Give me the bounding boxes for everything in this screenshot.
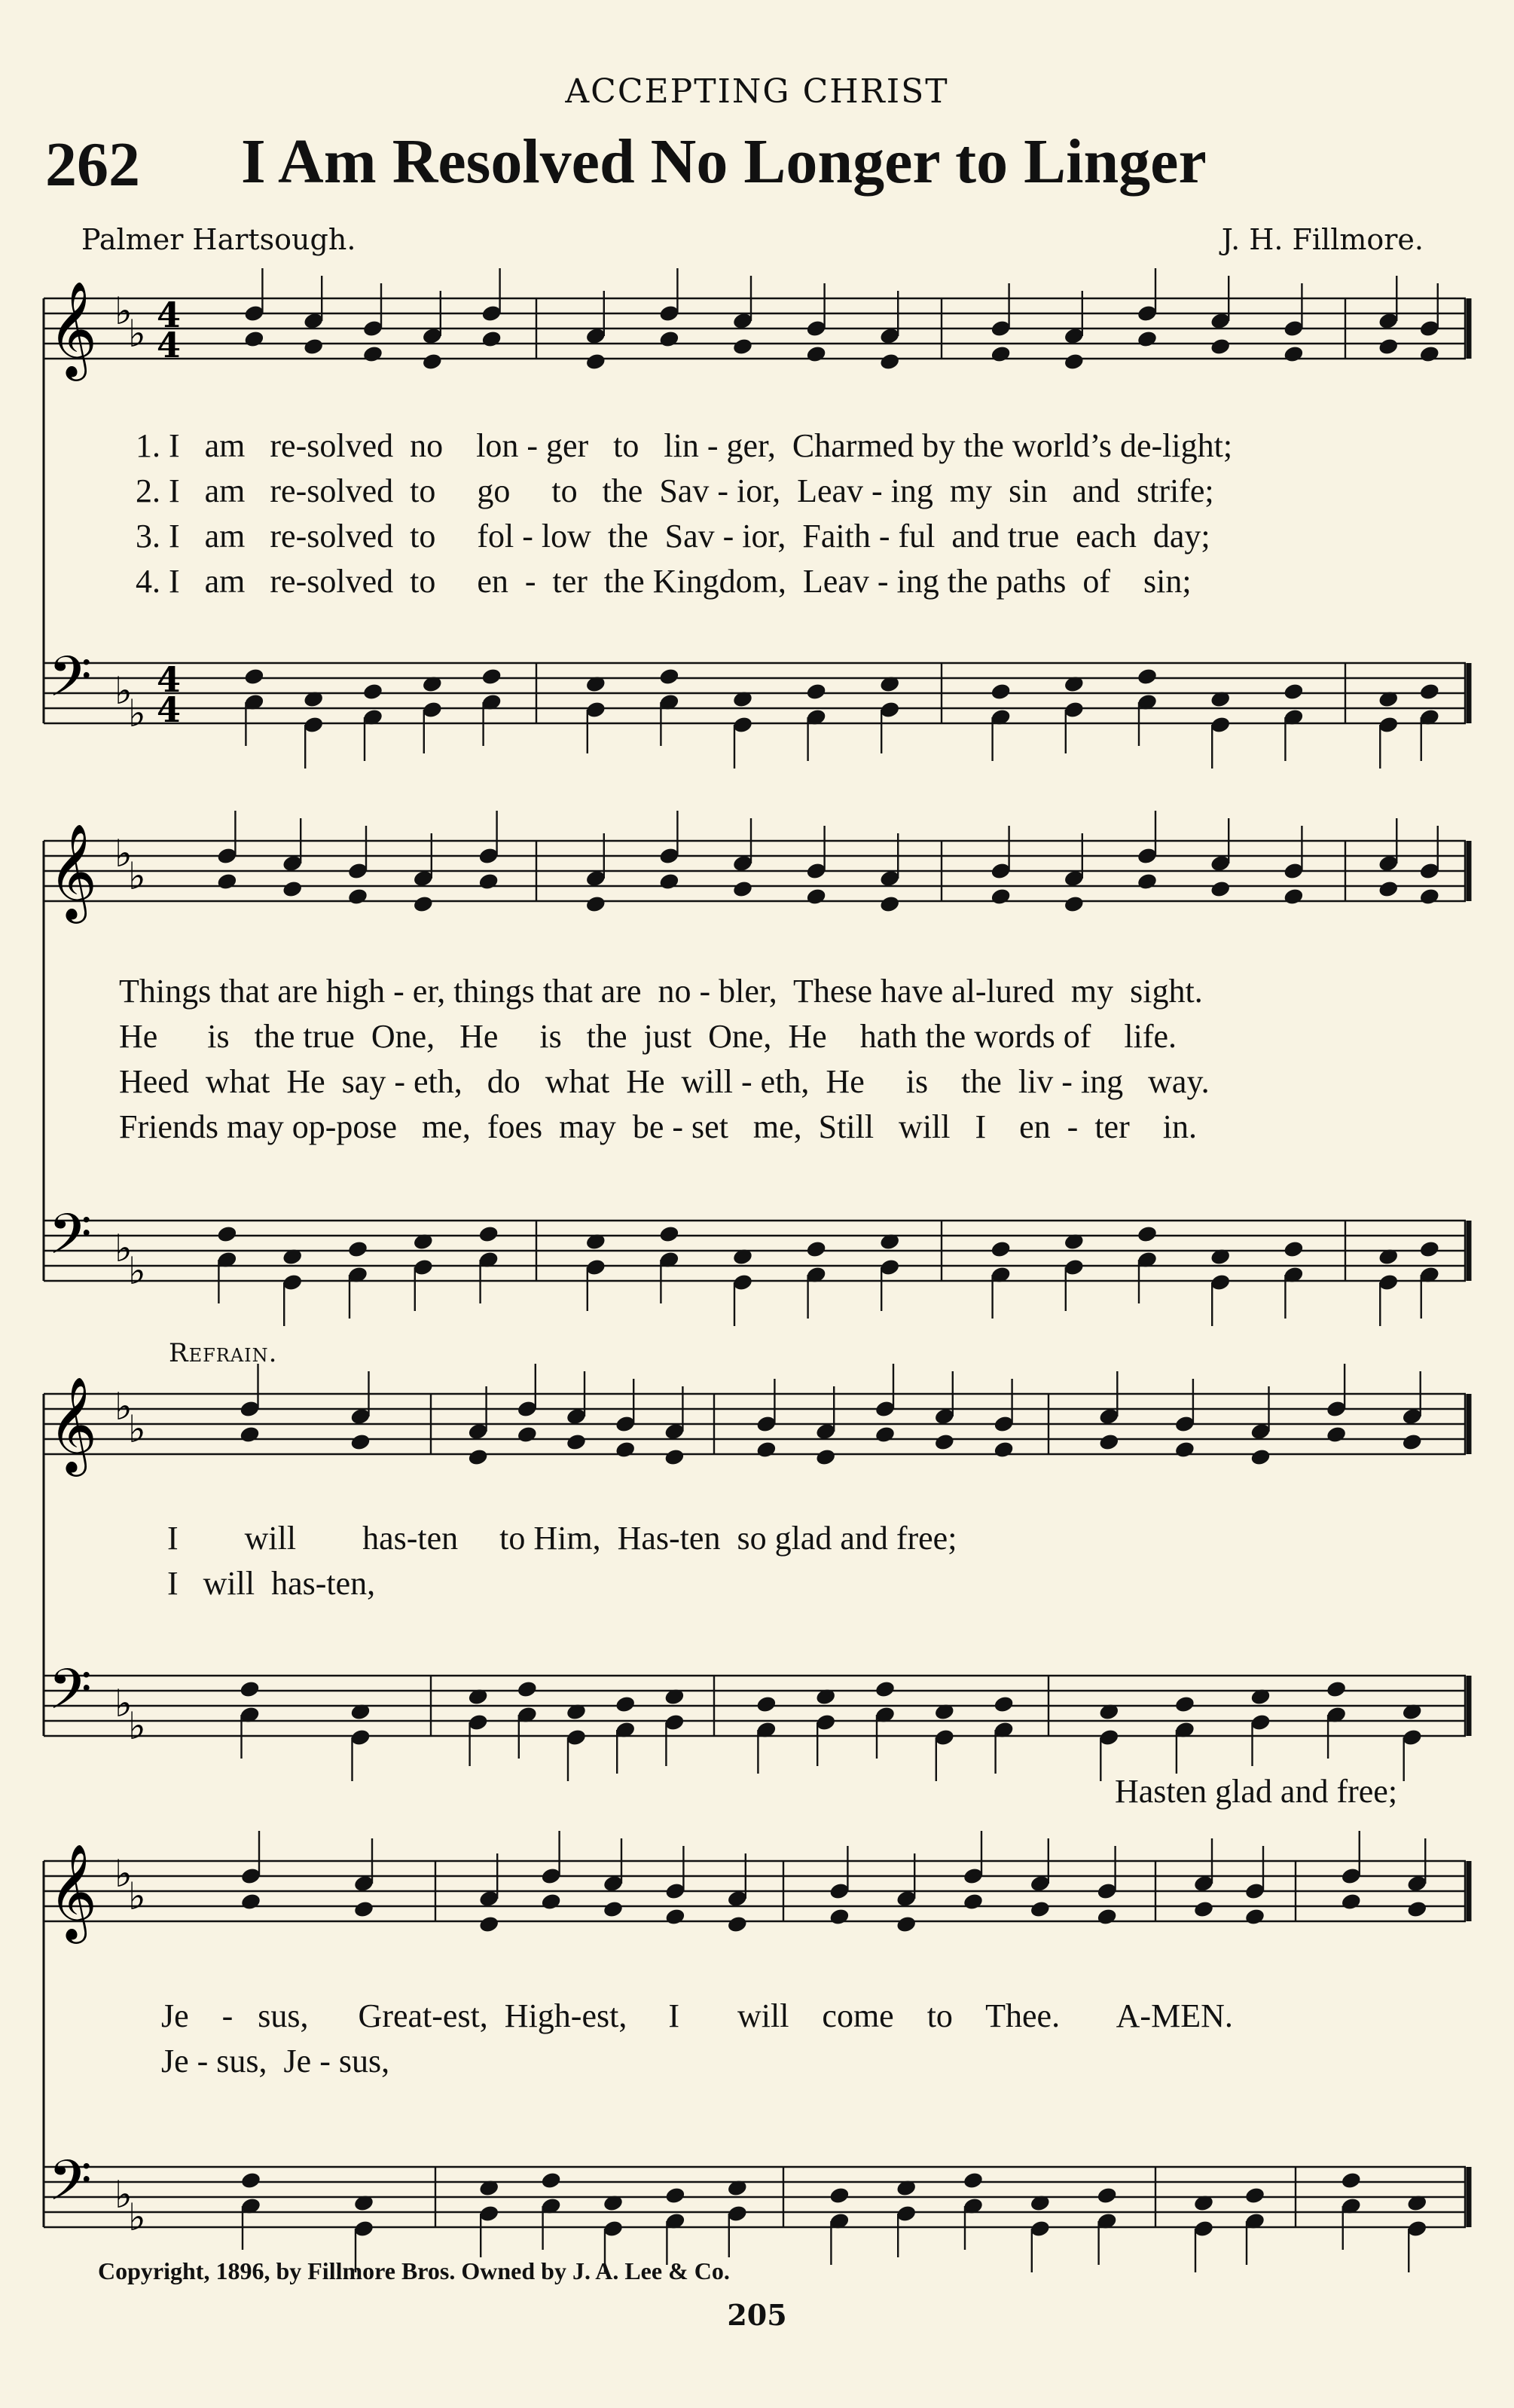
verse-1-line-b: Things that are high - er, things that are no - bler, These have al-lured my sight.: [119, 973, 1203, 1010]
refrain-line-1-echo: I will has-ten,: [167, 1565, 376, 1602]
note-head: [243, 667, 265, 686]
note-head: [829, 1907, 850, 1926]
note-head: [1401, 1432, 1423, 1451]
flat-sign-icon: ♭: [114, 1385, 133, 1429]
refrain-line-2: Je - sus, Great-est, High-est, I will come to Thee. A-MEN.: [161, 1997, 1233, 2034]
verse-3-line-b: Heed what He say - eth, do what He will - eth, He is the liv - ing way.: [119, 1063, 1210, 1100]
flat-sign-icon: ♭: [128, 1407, 146, 1451]
note-head: [516, 1425, 538, 1444]
note-head: [875, 1425, 896, 1444]
note-head: [585, 894, 606, 913]
flat-sign-icon: ♭: [114, 669, 133, 713]
note-head: [1418, 887, 1440, 906]
flat-sign-icon: ♭: [128, 312, 146, 356]
flat-sign-icon: ♭: [128, 1875, 146, 1918]
hymn-title: I Am Resolved No Longer to Linger: [241, 127, 1207, 197]
note-head: [664, 2186, 686, 2205]
note-head: [566, 1432, 588, 1451]
note-head: [1326, 1425, 1348, 1444]
note-head: [755, 1440, 777, 1459]
note-head: [239, 1425, 261, 1444]
note-head: [1098, 1432, 1120, 1451]
note-head: [805, 887, 827, 906]
note-head: [1283, 1239, 1305, 1258]
treble-clef-icon: 𝄞: [48, 823, 98, 919]
flat-sign-icon: ♭: [128, 1249, 146, 1293]
note-head: [1418, 682, 1440, 701]
note-head: [350, 1432, 371, 1451]
note-head: [732, 337, 754, 356]
note-head: [1340, 1892, 1362, 1911]
bass-clef-icon: 𝄢: [48, 2148, 92, 2227]
note-head: [603, 1899, 624, 1918]
note-head: [963, 1892, 984, 1911]
bass-clef-icon: 𝄢: [48, 644, 92, 723]
note-head: [1283, 682, 1305, 701]
note-head: [879, 352, 901, 371]
flat-sign-icon: ♭: [128, 692, 146, 735]
time-signature: 4: [157, 689, 182, 730]
note-head: [1250, 1447, 1271, 1466]
note-head: [1244, 1907, 1266, 1926]
note-head: [216, 872, 238, 891]
bass-clef-icon: 𝄢: [48, 1202, 92, 1281]
note-head: [353, 1899, 375, 1918]
note-head: [239, 1679, 261, 1698]
section-title: ACCEPTING CHRIST: [565, 72, 949, 111]
note-head: [1174, 1440, 1196, 1459]
note-head: [990, 1239, 1012, 1258]
note-head: [726, 1914, 748, 1933]
note-head: [1193, 1899, 1215, 1918]
note-head: [879, 894, 901, 913]
note-head: [478, 1914, 500, 1933]
flat-sign-icon: ♭: [114, 1682, 133, 1725]
note-head: [1418, 1239, 1440, 1258]
note-head: [303, 337, 325, 356]
refrain-echo-2: Hasten glad and free;: [1115, 1773, 1398, 1810]
note-head: [664, 1907, 686, 1926]
verse-4-line-a: 4. I am re-solved to en - ter the Kingdom, Leav - ing the paths of sin;: [136, 563, 1192, 600]
note-head: [362, 682, 384, 701]
copyright-notice: Copyright, 1896, by Fillmore Bros. Owned by J. A. Lee & Co.: [98, 2257, 730, 2284]
note-head: [805, 682, 827, 701]
note-head: [658, 872, 680, 891]
note-head: [481, 329, 502, 348]
note-head: [1174, 1694, 1196, 1713]
page-number: 205: [727, 2298, 787, 2332]
time-signature: 4: [157, 295, 182, 335]
note-head: [481, 667, 502, 686]
hymn-number: 262: [45, 130, 140, 200]
flat-sign-icon: ♭: [128, 854, 146, 898]
note-head: [1096, 2186, 1118, 2205]
note-head: [664, 1447, 685, 1466]
flat-sign-icon: ♭: [114, 1227, 133, 1270]
note-head: [1418, 344, 1440, 363]
note-head: [1096, 1907, 1118, 1926]
note-head: [540, 1892, 562, 1911]
note-head: [1244, 2186, 1266, 2205]
verse-1-line-a: 1. I am re-solved no lon - ger to lin - ger, Charmed by the world’s de-light;: [136, 427, 1233, 464]
flat-sign-icon: ♭: [114, 289, 133, 333]
note-head: [240, 2171, 262, 2190]
note-head: [1326, 1679, 1348, 1698]
note-head: [875, 1679, 896, 1698]
note-head: [805, 1239, 827, 1258]
note-head: [1210, 337, 1232, 356]
flat-sign-icon: ♭: [128, 1704, 146, 1748]
flat-sign-icon: ♭: [114, 2173, 133, 2217]
note-head: [933, 1432, 955, 1451]
refrain-label: Refrain.: [169, 1338, 278, 1368]
note-head: [478, 1224, 499, 1243]
time-signature: 4: [157, 325, 182, 365]
flat-sign-icon: ♭: [128, 2196, 146, 2239]
treble-clef-icon: 𝄞: [48, 1843, 98, 1939]
note-head: [1340, 2171, 1362, 2190]
time-signature: 4: [157, 659, 182, 700]
note-head: [362, 344, 384, 363]
note-head: [1406, 1899, 1428, 1918]
note-head: [1378, 879, 1400, 898]
note-head: [1063, 352, 1085, 371]
verse-3-line-a: 3. I am re-solved to fol - low the Sav - ior, Faith - ful and true each day;: [136, 518, 1210, 555]
verse-2-line-a: 2. I am re-solved to go to the Sav - ior, Leav - ing my sin and strife;: [136, 472, 1214, 509]
note-head: [990, 344, 1012, 363]
note-head: [615, 1694, 636, 1713]
note-head: [1063, 894, 1085, 913]
note-head: [540, 2171, 562, 2190]
note-head: [1378, 337, 1400, 356]
note-head: [421, 352, 443, 371]
note-head: [993, 1694, 1015, 1713]
treble-clef-icon: 𝄞: [48, 1376, 98, 1472]
note-head: [467, 1447, 489, 1466]
note-head: [990, 682, 1012, 701]
note-head: [1029, 1899, 1051, 1918]
note-head: [896, 1914, 917, 1933]
note-head: [993, 1440, 1015, 1459]
note-head: [1137, 329, 1158, 348]
note-head: [1137, 1224, 1158, 1243]
note-head: [1283, 887, 1305, 906]
note-head: [755, 1694, 777, 1713]
note-head: [963, 2171, 984, 2190]
note-head: [1210, 879, 1232, 898]
lyricist: Palmer Hartsough.: [81, 223, 356, 256]
note-head: [1137, 872, 1158, 891]
note-head: [829, 2186, 850, 2205]
note-head: [1137, 667, 1158, 686]
flat-sign-icon: ♭: [114, 1852, 133, 1896]
flat-sign-icon: ♭: [114, 832, 133, 875]
bass-clef-icon: 𝄢: [48, 1657, 92, 1736]
note-head: [240, 1892, 262, 1911]
note-head: [347, 887, 369, 906]
refrain-line-2-echo: Je - sus, Je - sus,: [161, 2043, 390, 2079]
verse-4-line-b: Friends may op-pose me, foes may be - set me, Still will I en - ter in.: [119, 1108, 1197, 1145]
note-head: [990, 887, 1012, 906]
treble-clef-icon: 𝄞: [48, 280, 98, 377]
note-head: [347, 1239, 369, 1258]
note-head: [243, 329, 265, 348]
note-head: [658, 1224, 680, 1243]
refrain-line-1: I will has-ten to Him, Has-ten so glad and free;: [167, 1520, 957, 1557]
note-head: [216, 1224, 238, 1243]
note-head: [615, 1440, 636, 1459]
note-head: [815, 1447, 837, 1466]
note-head: [732, 879, 754, 898]
note-head: [658, 329, 680, 348]
note-head: [658, 667, 680, 686]
note-head: [805, 344, 827, 363]
note-head: [516, 1679, 538, 1698]
note-head: [478, 872, 499, 891]
composer: J. H. Fillmore.: [1221, 223, 1424, 256]
note-head: [1283, 344, 1305, 363]
note-head: [282, 879, 304, 898]
verse-2-line-b: He is the true One, He is the just One, He hath the words of life.: [119, 1018, 1177, 1055]
note-head: [585, 352, 606, 371]
note-head: [412, 894, 434, 913]
